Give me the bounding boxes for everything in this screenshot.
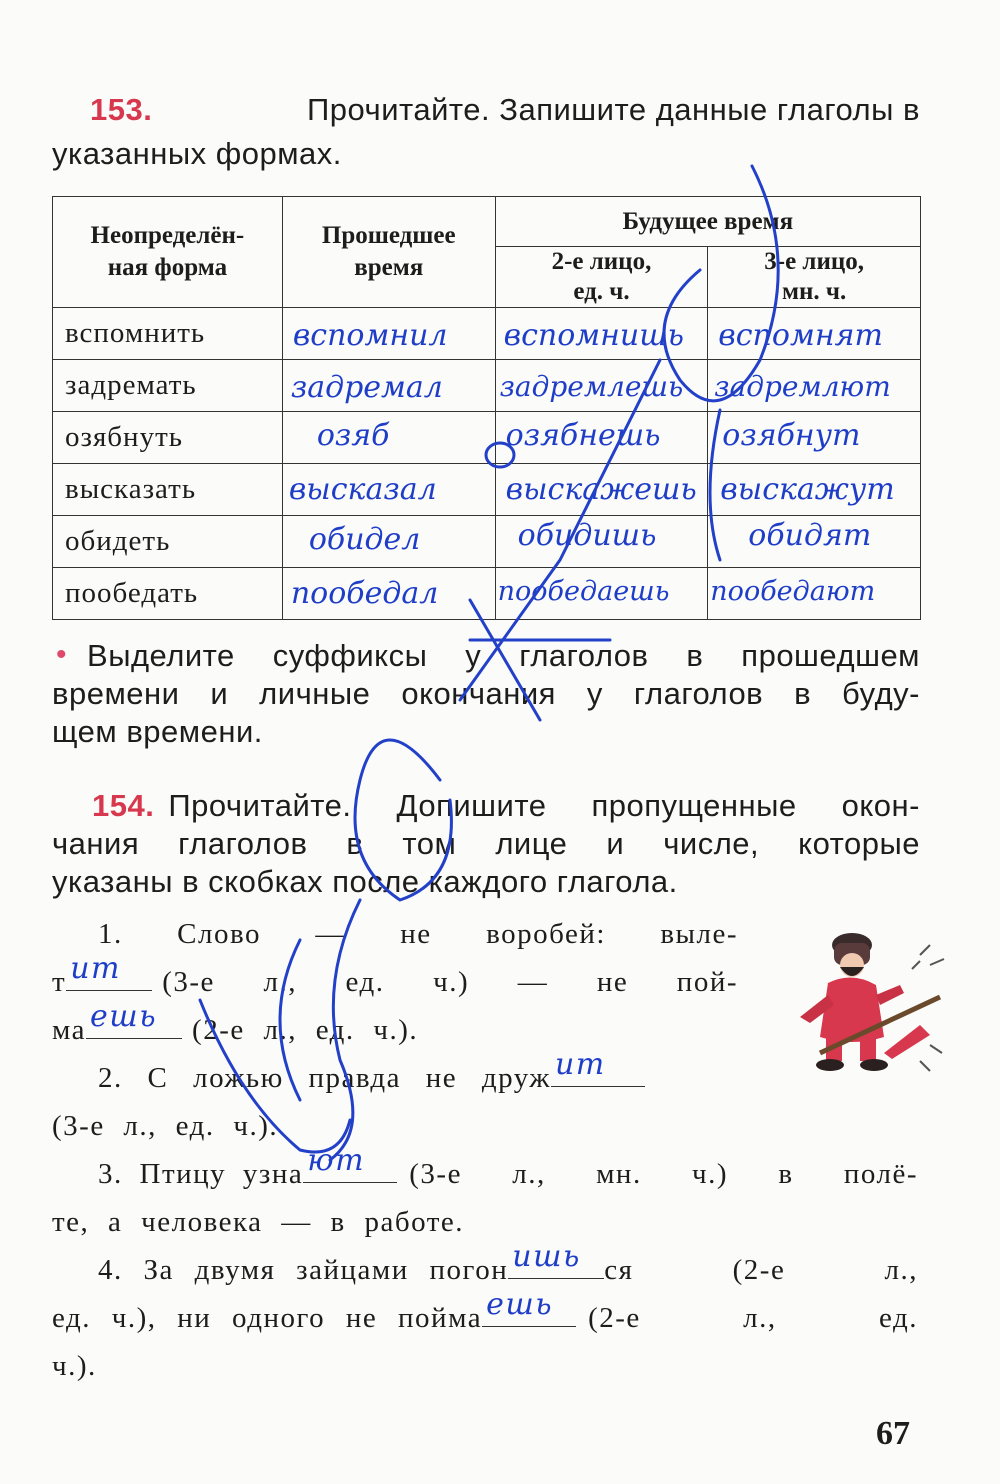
verb-cell: вспомнить — [53, 308, 283, 360]
table-row — [53, 516, 921, 568]
handwritten-answer: обидят — [748, 518, 872, 553]
fut2-cell — [495, 412, 708, 464]
header-past-l1: Прошедшее — [321, 222, 456, 249]
sentence2-text-a: 2. С ложью правда не друж — [98, 1062, 551, 1094]
handwritten-ending: ит — [554, 1047, 606, 1082]
table-row — [53, 464, 921, 516]
ex153-task-line1 — [90, 92, 920, 128]
handwritten-answer: пообедал — [290, 576, 439, 611]
verb-cell: пообедать — [53, 568, 283, 620]
sentence3-line2: те, а человека — в работе. — [52, 1206, 464, 1238]
fut2-cell — [495, 516, 708, 568]
handwritten-answer: вспомнил — [292, 318, 448, 353]
header-infinitive-l1: Неопределён- — [90, 222, 245, 249]
ex153-task-text: Прочитайте. Запишите данные глаголы в — [306, 92, 920, 127]
answer-blank[interactable] — [482, 1287, 576, 1327]
handwritten-answer: вспомнят — [718, 318, 883, 353]
sentence1-line3 — [52, 999, 419, 1047]
past-cell — [282, 516, 495, 568]
table-row — [53, 360, 921, 412]
handwritten-ending: ишь — [512, 1239, 581, 1274]
sentence4-line2 — [52, 1287, 918, 1335]
answer-blank[interactable] — [303, 1143, 397, 1183]
header-past-l2: время — [354, 254, 424, 281]
header-3p-l1: 3-е лицо, — [764, 248, 865, 275]
header-infinitive-l2: ная форма — [107, 254, 228, 281]
header-past — [282, 197, 495, 308]
past-cell — [282, 412, 495, 464]
verb-cell: озябнуть — [53, 412, 283, 464]
sentence3-line1 — [98, 1143, 918, 1191]
handwritten-answer: обидишь — [517, 518, 657, 553]
sentence1-text-d: (2-е л., ед. ч.). — [192, 1014, 419, 1046]
handwritten-answer: обидел — [308, 522, 421, 557]
handwritten-answer: задремлют — [714, 370, 891, 403]
sentence4-text-a: 4. За двумя зайцами погон — [98, 1254, 509, 1286]
ex154-task-line1 — [92, 788, 920, 824]
fut2-cell — [495, 308, 708, 360]
handwritten-answer: озяб — [316, 418, 390, 453]
handwritten-answer: высказал — [288, 472, 437, 507]
sentence1-text-b: (3-е л., ед. ч.) — не пой- — [162, 966, 738, 998]
sentence1-text-a: т — [52, 966, 67, 998]
fut3-cell — [708, 412, 921, 464]
answer-blank[interactable] — [66, 951, 152, 991]
answer-blank[interactable] — [508, 1239, 604, 1279]
ex154-task-line3: указаны в скобках после каждого глагола. — [52, 864, 678, 899]
fut2-cell — [495, 568, 708, 620]
fut3-cell — [708, 360, 921, 412]
past-cell — [282, 308, 495, 360]
header-2p-l1: 2-е лицо, — [551, 248, 652, 275]
fut2-cell — [495, 464, 708, 516]
handwritten-ending: ешь — [486, 1287, 554, 1322]
past-cell — [282, 360, 495, 412]
page-number: 67 — [876, 1415, 910, 1452]
sentence4-line1 — [98, 1239, 918, 1287]
verb-cell: обидеть — [53, 516, 283, 568]
sentence1-line1: 1. Слово — не воробей: выле- — [98, 918, 738, 950]
sentence1-text-c: ма — [52, 1014, 87, 1046]
bullet-task-text1: Выделите суффиксы у глаголов в прошедшем — [87, 638, 920, 673]
sentence1-line2 — [52, 951, 738, 999]
handwritten-answer: выскажут — [720, 472, 895, 507]
handwritten-answer: выскажешь — [505, 472, 697, 507]
sentence2-line2: (3-е л., ед. ч.). — [52, 1110, 279, 1142]
bullet-task-line2: времени и личные окончания у глаголов в буду- — [52, 676, 920, 711]
sentence4-line3: ч.). — [52, 1350, 97, 1382]
handwritten-ending: ит — [70, 951, 121, 986]
header-2p — [495, 247, 708, 308]
table-row — [53, 412, 921, 464]
sentence4-text-d: (2-е л., ед. — [588, 1302, 918, 1334]
handwritten-ending: ют — [307, 1143, 366, 1178]
ex153-task-line2: указанных формах. — [52, 136, 342, 171]
sentence3-text-a: 3. Птицу узна — [98, 1158, 304, 1190]
fut3-cell — [708, 308, 921, 360]
ex154-task-text1: Прочитайте. Допишите пропущенные окон- — [168, 788, 920, 823]
verb-cell: высказать — [53, 464, 283, 516]
handwritten-answer: вспомнишь — [503, 318, 684, 353]
sentence4-text-b: ся (2-е л., — [604, 1254, 918, 1286]
header-infinitive — [53, 197, 283, 308]
ex154-task-line2: чания глаголов в том лице и числе, которые — [52, 826, 920, 861]
fut3-cell — [708, 568, 921, 620]
header-3p — [708, 247, 921, 308]
bullet-task-line3: щем времени. — [52, 714, 263, 749]
handwritten-answer: озябнешь — [505, 418, 661, 453]
handwritten-answer: пообедаешь — [497, 576, 670, 607]
bullet-task-line1 — [56, 638, 920, 674]
header-3p-l2: мн. ч. — [782, 278, 847, 305]
verb-forms-table — [52, 196, 921, 620]
handwritten-ending: ешь — [90, 999, 158, 1034]
hunter-illustration-icon — [780, 925, 950, 1075]
fut2-cell — [495, 360, 708, 412]
answer-blank[interactable] — [86, 999, 182, 1039]
sentence3-text-b: (3-е л., мн. ч.) в полё- — [409, 1158, 918, 1190]
past-cell — [282, 464, 495, 516]
answer-blank[interactable] — [551, 1047, 645, 1087]
ex153-number: 153. — [90, 92, 153, 127]
handwritten-answer: озябнут — [722, 418, 861, 453]
fut3-cell — [708, 516, 921, 568]
past-cell — [282, 568, 495, 620]
header-2p-l2: ед. ч. — [573, 278, 630, 305]
handwritten-answer: пообедают — [710, 576, 876, 607]
table-row — [53, 568, 921, 620]
ex154-number: 154. — [92, 788, 155, 823]
fut3-cell — [708, 464, 921, 516]
verb-cell: задремать — [53, 360, 283, 412]
handwritten-answer: задремлешь — [499, 370, 684, 403]
bullet-dot: • — [56, 638, 68, 671]
sentence2-line1 — [98, 1047, 645, 1095]
sentence4-text-c: ед. ч.), ни одного не пойма — [52, 1302, 483, 1334]
table-row — [53, 308, 921, 360]
header-future: Будущее время — [495, 197, 920, 247]
handwritten-answer: задремал — [290, 370, 443, 405]
